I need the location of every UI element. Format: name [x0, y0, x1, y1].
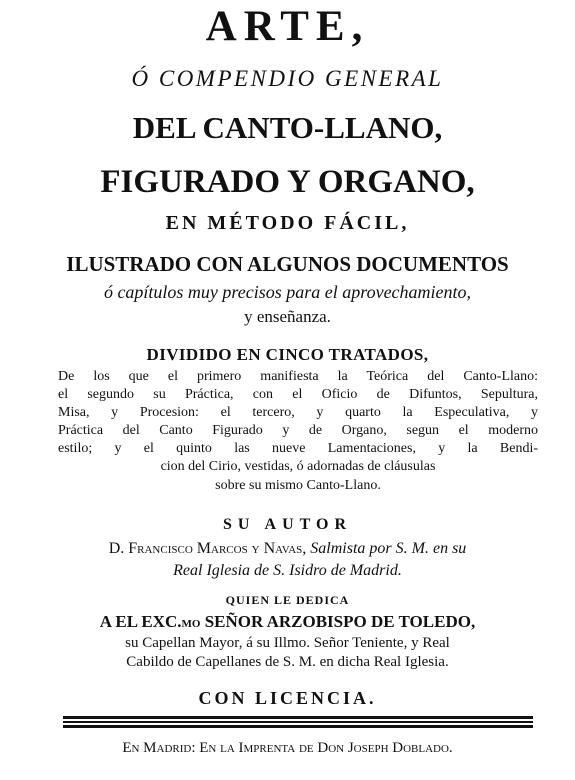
dedicatee-title: SEÑOR ARZOBISPO DE TOLEDO, — [204, 612, 476, 631]
title-line-canto: DEL CANTO-LLANO, — [132, 110, 443, 145]
description-line: sobre su mismo Canto-Llano. — [215, 478, 381, 493]
title-line-ilustrado: ILUSTRADO CON ALGUNOS DOCUMENTOS — [66, 252, 509, 276]
dedicatee-line — [0, 612, 575, 632]
dedicatee-line-2: su Capellan Mayor, á su Illmo. Señor Teniente, y Real — [125, 635, 450, 651]
author-church: Real Iglesia de S. Isidro de Madrid. — [173, 562, 402, 579]
author-heading: SU AUTOR — [222, 516, 353, 533]
division-heading: DIVIDIDO EN CINCO TRATADOS, — [146, 345, 429, 364]
dedicatee-superscript: MO — [181, 618, 201, 630]
description-line: Misa, y Procesion: el tercero, y quarto la Especulativa, y — [58, 405, 538, 420]
dedication-heading: QUIEN LE DEDICA — [225, 593, 350, 607]
author-line — [0, 540, 575, 558]
author-role: Salmista por S. M. en su — [310, 540, 467, 557]
dedicatee-prefix: A EL EXC. — [99, 612, 182, 631]
dedicatee-line-3: Cabildo de Capellanes de S. M. en dicha Real Iglesia. — [126, 654, 449, 670]
description-line: el segundo su Práctica, con el Oficio de Difuntos, Sepultura, — [58, 387, 538, 402]
title-line-capitulos: ó capítulos muy precisos para el aprovechamiento, — [103, 282, 472, 302]
author-name: D. Francisco Marcos y Navas, — [108, 540, 307, 557]
imprint-line: En Madrid: En la Imprenta de Don Joseph Doblado. — [122, 740, 453, 756]
description-line: Práctica del Canto Figurado y de Organo, segun el moderno — [58, 423, 538, 438]
book-title: ARTE, — [205, 3, 370, 50]
description-line: De los que el primero manifiesta la Teórica del Canto-Llano: — [58, 369, 538, 384]
title-line-metodo: EN MÉTODO FÁCIL, — [165, 212, 410, 234]
description-line: cion del Cirio, vestidas, ó adornadas de cláusulas — [160, 459, 436, 474]
book-subtitle: Ó COMPENDIO GENERAL — [131, 66, 444, 91]
title-line-ensenanza: y enseñanza. — [244, 307, 331, 326]
ornamental-rule — [63, 716, 533, 728]
description-line: estilo; y el quinto las nueve Lamentaciones, y la Bendi- — [58, 441, 538, 456]
title-line-figurado: FIGURADO Y ORGANO, — [100, 164, 475, 200]
license-line: CON LICENCIA. — [198, 688, 377, 708]
